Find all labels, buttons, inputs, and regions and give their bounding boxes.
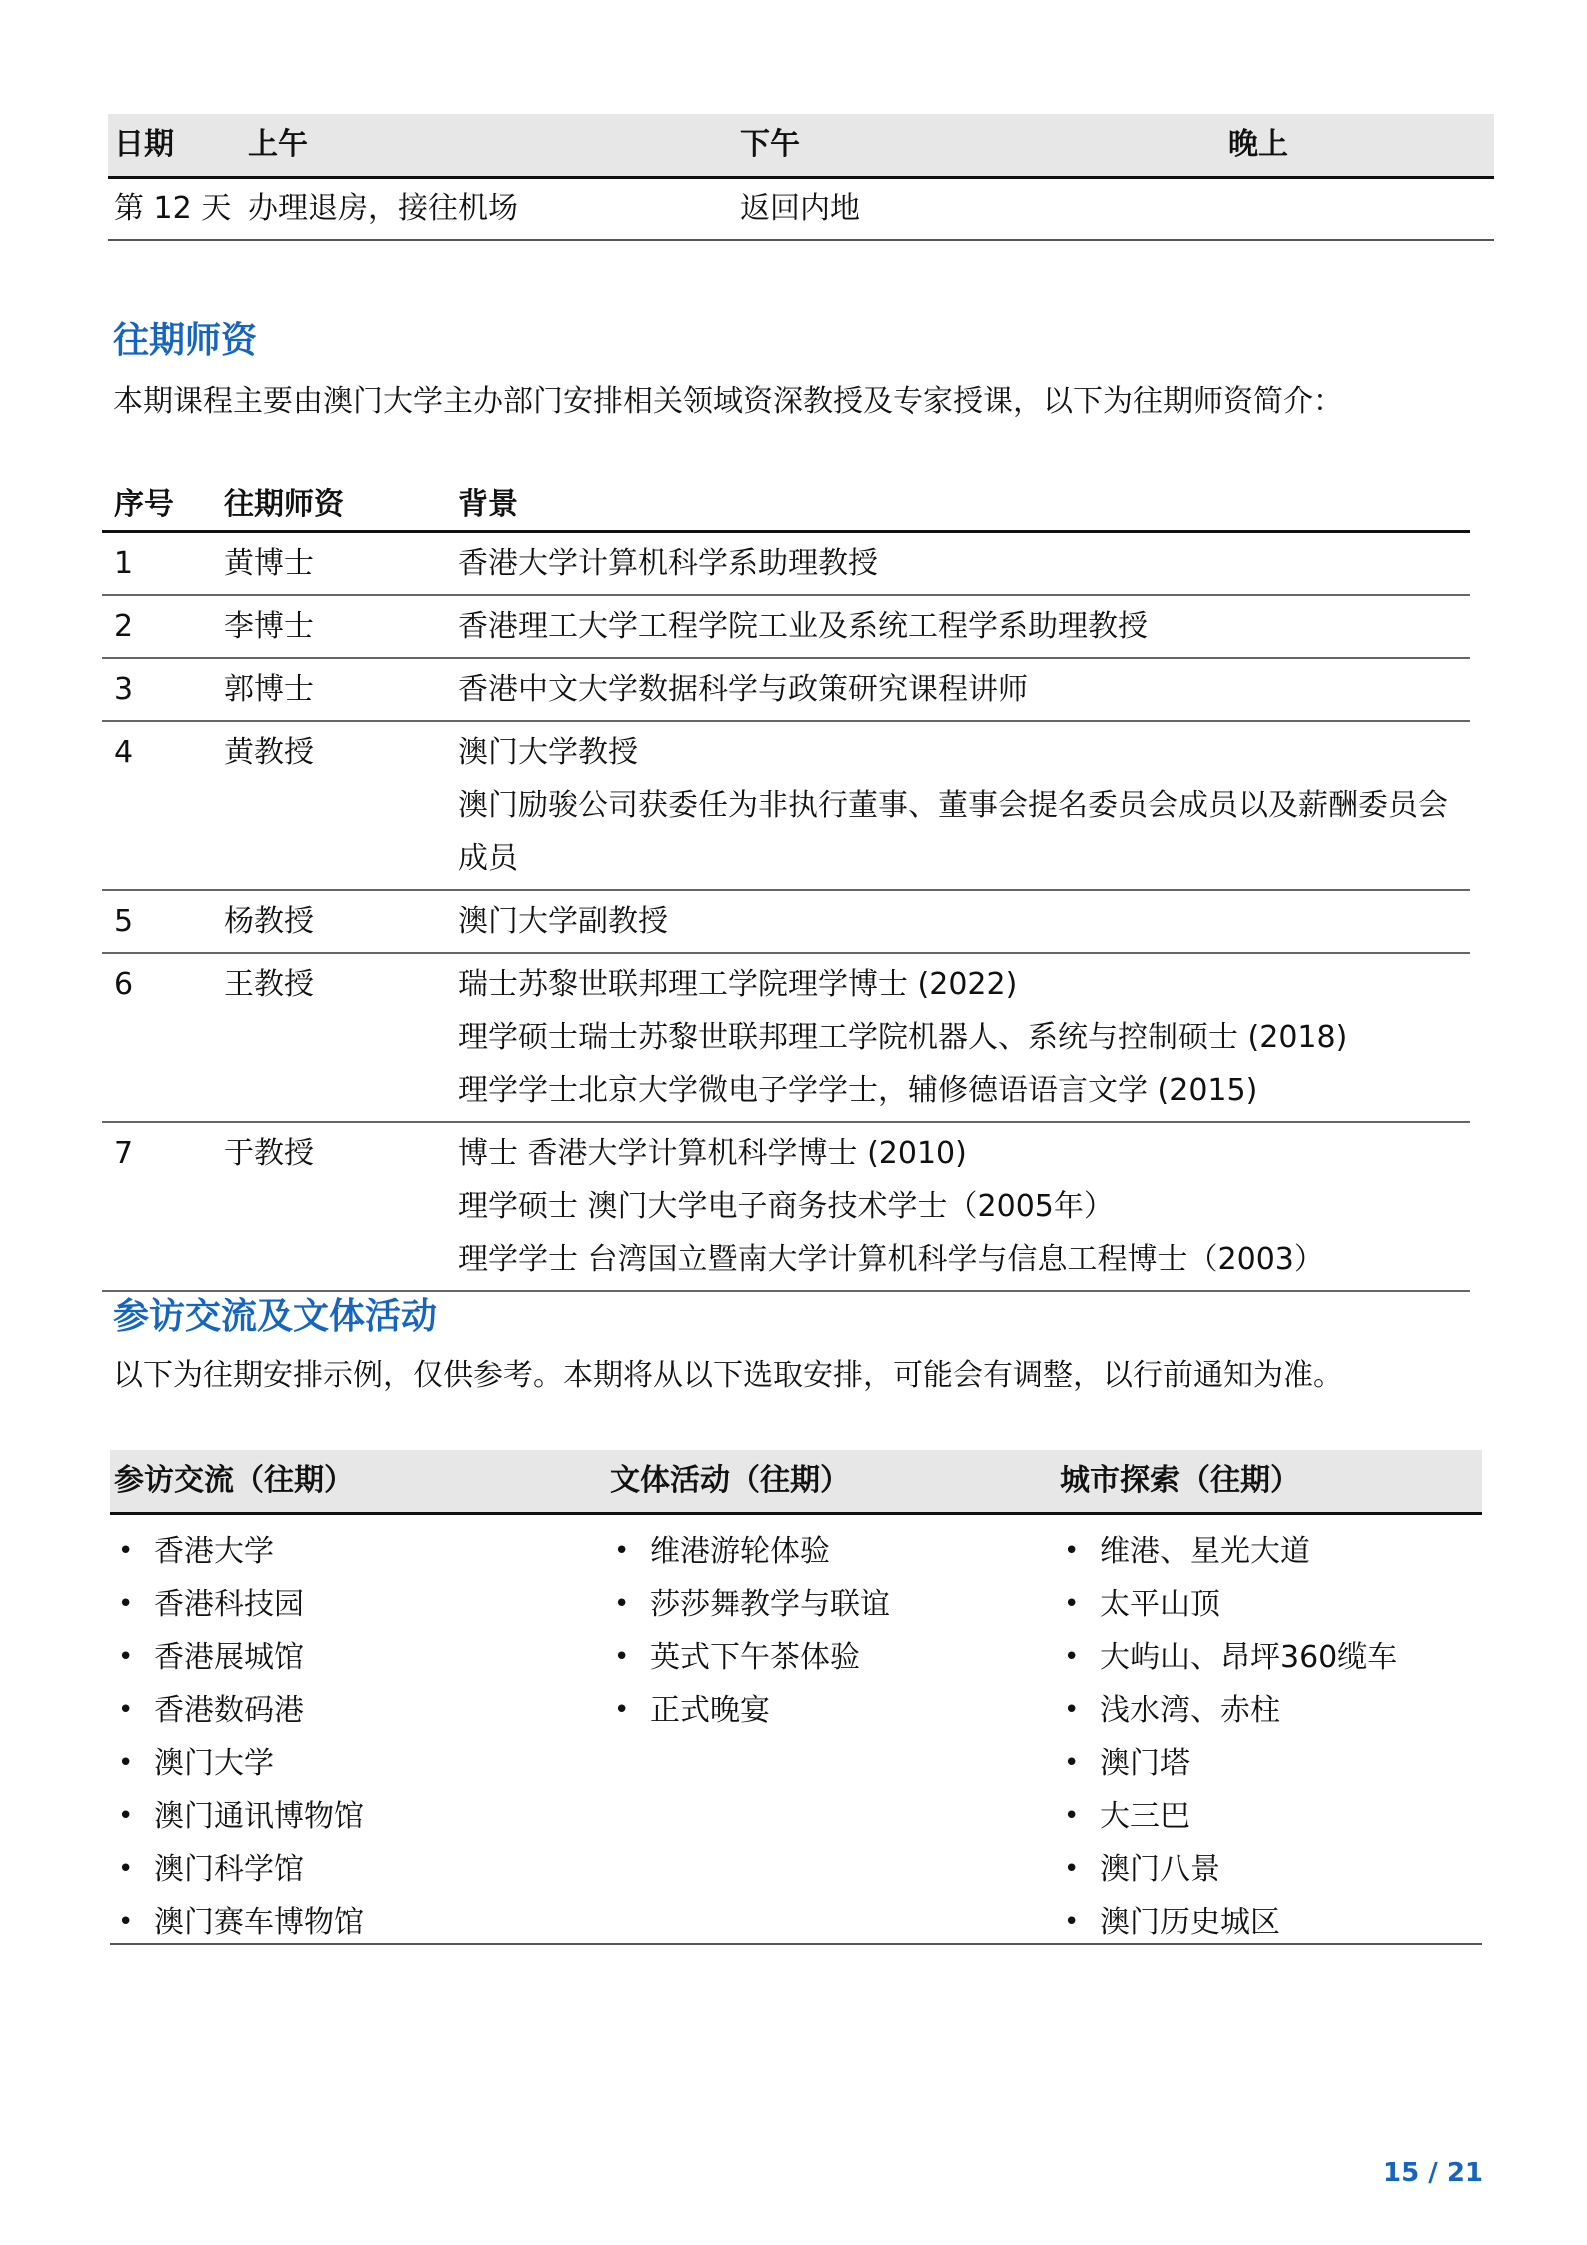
activity-header — [110, 1450, 1482, 1515]
table-row — [102, 659, 1470, 722]
list-item: • 香港展城馆 — [114, 1631, 364, 1684]
header-faculty: 往期师资 — [224, 487, 344, 522]
row-no: 2 — [114, 609, 134, 644]
list-item: • 太平山顶 — [1060, 1578, 1397, 1631]
row-background: 理学硕士 澳门大学电子商务技术学士（2005年） — [458, 1189, 1114, 1224]
row-name: 黄博士 — [224, 546, 314, 581]
row-name: 郭博士 — [224, 672, 314, 707]
row-no: 4 — [114, 735, 134, 770]
page-number: 15 / 21 — [1383, 2158, 1483, 2188]
cell-morning: 办理退房，接往机场 — [248, 191, 518, 226]
cell-date: 第 12 天 — [114, 191, 232, 226]
row-background: 香港中文大学数据科学与政策研究课程讲师 — [458, 672, 1028, 707]
header-no: 序号 — [114, 487, 174, 522]
table-row — [102, 891, 1470, 954]
list-item: • 大三巴 — [1060, 1790, 1397, 1843]
recreation-list — [610, 1525, 890, 1737]
faculty-table — [102, 474, 1470, 1292]
row-no: 6 — [114, 967, 134, 1002]
row-name: 杨教授 — [224, 904, 314, 939]
faculty-section-title: 往期师资 — [113, 320, 258, 361]
header-background: 背景 — [458, 487, 518, 522]
table-row — [108, 179, 1494, 241]
activity-body — [110, 1515, 1482, 1945]
row-background: 理学硕士瑞士苏黎世联邦理工学院机器人、系统与控制硕士 (2018) — [458, 1020, 1348, 1055]
row-no: 1 — [114, 546, 134, 581]
list-item: • 维港游轮体验 — [610, 1525, 890, 1578]
list-item: • 香港科技园 — [114, 1578, 364, 1631]
faculty-header — [102, 474, 1470, 533]
list-item: • 澳门科学馆 — [114, 1843, 364, 1896]
activity-table — [110, 1450, 1482, 1945]
table-row — [102, 1123, 1470, 1292]
city-list — [1060, 1525, 1397, 1949]
row-name: 黄教授 — [224, 735, 314, 770]
list-item: • 澳门通讯博物馆 — [114, 1790, 364, 1843]
row-no: 5 — [114, 904, 134, 939]
table-row — [102, 722, 1470, 891]
list-item: • 维港、星光大道 — [1060, 1525, 1397, 1578]
table-row — [102, 533, 1470, 596]
cell-afternoon: 返回内地 — [740, 191, 860, 226]
schedule-table — [108, 114, 1494, 241]
row-background: 澳门大学教授 — [458, 735, 638, 770]
faculty-intro: 本期课程主要由澳门大学主办部门安排相关领域资深教授及专家授课，以下为往期师资简介： — [113, 384, 1343, 419]
visits-list — [114, 1525, 364, 1949]
row-name: 王教授 — [224, 967, 314, 1002]
list-item: • 大屿山、昂坪360缆车 — [1060, 1631, 1397, 1684]
list-item: • 浅水湾、赤柱 — [1060, 1684, 1397, 1737]
row-background: 瑞士苏黎世联邦理工学院理学博士 (2022) — [458, 967, 1018, 1002]
row-background: 香港理工大学工程学院工业及系统工程学系助理教授 — [458, 609, 1148, 644]
header-visits: 参访交流（往期） — [114, 1463, 354, 1498]
header-evening: 晚上 — [1228, 127, 1288, 162]
list-item: • 澳门历史城区 — [1060, 1896, 1397, 1949]
list-item: • 香港数码港 — [114, 1684, 364, 1737]
list-item: • 澳门八景 — [1060, 1843, 1397, 1896]
header-recreation: 文体活动（往期） — [610, 1463, 850, 1498]
header-afternoon: 下午 — [740, 127, 800, 162]
row-no: 3 — [114, 672, 134, 707]
header-city: 城市探索（往期） — [1060, 1463, 1300, 1498]
table-row — [102, 954, 1470, 1123]
activity-intro: 以下为往期安排示例，仅供参考。本期将从以下选取安排，可能会有调整，以行前通知为准。 — [113, 1358, 1343, 1393]
list-item: • 澳门大学 — [114, 1737, 364, 1790]
header-date: 日期 — [114, 127, 174, 162]
row-background: 澳门大学副教授 — [458, 904, 668, 939]
row-background: 香港大学计算机科学系助理教授 — [458, 546, 878, 581]
list-item: • 澳门塔 — [1060, 1737, 1397, 1790]
list-item: • 英式下午茶体验 — [610, 1631, 890, 1684]
row-name: 李博士 — [224, 609, 314, 644]
row-background: 理学学士北京大学微电子学学士，辅修德语语言文学 (2015) — [458, 1073, 1258, 1108]
row-background: 理学学士 台湾国立暨南大学计算机科学与信息工程博士（2003） — [458, 1242, 1324, 1277]
list-item: • 正式晚宴 — [610, 1684, 890, 1737]
row-background: 博士 香港大学计算机科学博士 (2010) — [458, 1136, 967, 1171]
header-morning: 上午 — [248, 127, 308, 162]
list-item: • 莎莎舞教学与联谊 — [610, 1578, 890, 1631]
row-no: 7 — [114, 1136, 134, 1171]
row-name: 于教授 — [224, 1136, 314, 1171]
table-row — [102, 596, 1470, 659]
activity-section-title: 参访交流及文体活动 — [113, 1296, 438, 1337]
list-item: • 香港大学 — [114, 1525, 364, 1578]
schedule-header — [108, 114, 1494, 179]
row-background: 澳门励骏公司获委任为非执行董事、董事会提名委员会成员以及薪酬委员会成员 — [458, 788, 1448, 876]
list-item: • 澳门赛车博物馆 — [114, 1896, 364, 1949]
